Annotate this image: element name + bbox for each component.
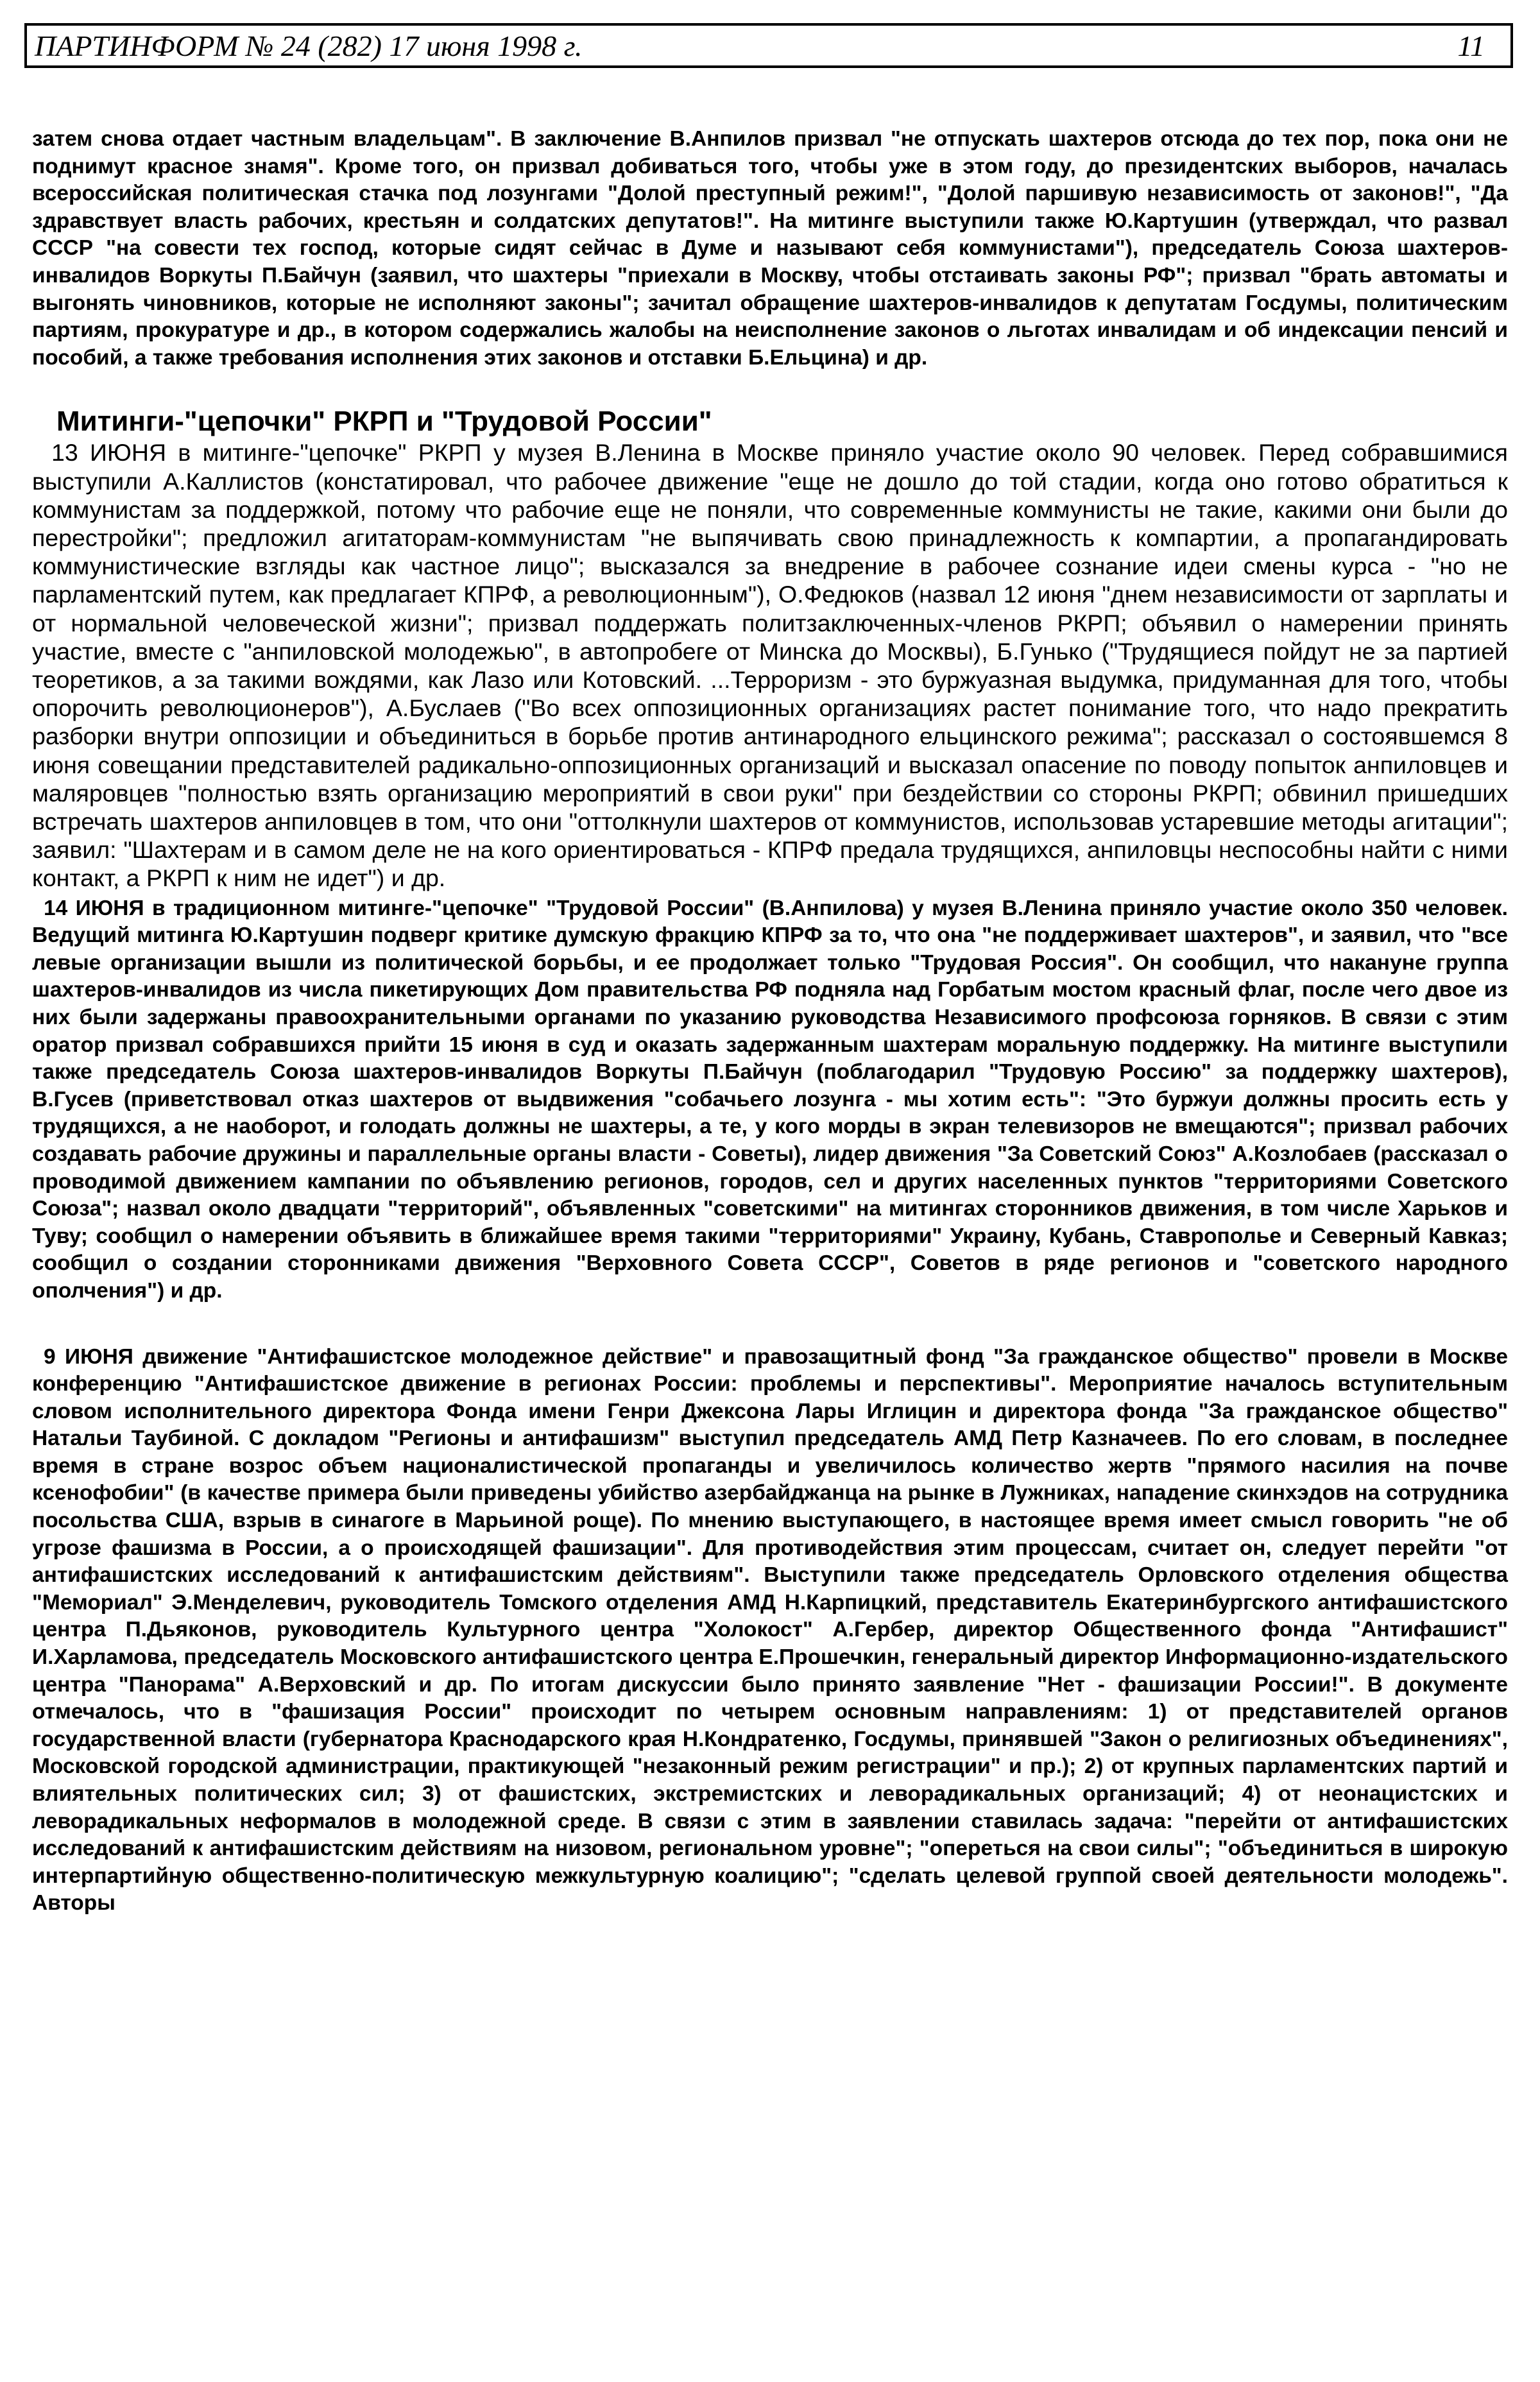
page-header <box>24 23 1513 68</box>
publication-title: ПАРТИНФОРМ № 24 (282) 17 июня 1998 г. <box>35 29 583 62</box>
paragraph-anpilov-rally: затем снова отдает частным владельцам". В заключение В.Анпилов призвал "не отпускать шахтеров отсюда до тех пор, пока они не поднимут красное знамя". Кроме того, он призвал добиваться того, чтобы уже в этом году, до президентских выборов, началась всероссийская политическая стачка под лозунгами "Долой преступный режим!", "Долой паршивую независимость от законов!", "Да здравствует власть рабочих, крестьян и солдатских депутатов!". На митинге выступили также Ю.Картушин (утверждал, что развал СССР "на совести тех господ, которые сидят сейчас в Думе и называют себя коммунистами"), председатель Союза шахтеров-инвалидов Воркуты П.Байчун (заявил, что шахтеры "приехали в Москву, чтобы отстаивать законы РФ"; призвал "брать автоматы и выгонять чиновников, которые не исполняют законы"; зачитал обращение шахтеров-инвалидов к депутатам Госдумы, политическим партиям, прокуратуре и др., в котором содержались жалобы на неисполнение законов о льготах инвалидам и об индексации пенсий и пособий, а также требования исполнения этих законов и отставки Б.Ельцина) и др. <box>32 127 1508 370</box>
article-body <box>32 126 1508 1917</box>
section-title: Митинги-"цепочки" РКРП и "Трудовой России" <box>56 406 712 438</box>
paragraph-antifascist-conference: 9 ИЮНЯ движение "Антифашистское молодежное действие" и правозащитный фонд "За гражданское общество" провели в Москве конференцию "Антифашистское движение в регионах России: проблемы и перспективы". Мероприятие началось вступительным словом исполнительного директора Фонда имени Генри Джексона Лары Иглицин и директора фонда "За гражданское общество" Натальи Таубиной. С докладом "Регионы и антифашизм" выступил председатель АМД Петр Казначеев. По его словам, в последнее время в стране возрос объем националистической пропаганды и увеличилось количество жертв "прямого насилия на почве ксенофобии" (в качестве примера были приведены убийство азербайджанца на рынке в Лужниках, нападение скинхэдов на сотрудника посольства США, взрыв в синагоге в Марьиной роще). По мнению выступающего, в настоящее время имеет смысл говорить "не об угрозе фашизма в России, а о происходящей фашизации". Для противодействия этим процессам, считает он, следует перейти "от антифашистских исследований к антифашистским действиям". Выступили также председатель Орловского отделения общества "Мемориал" Э.Менделевич, руководитель Томского отделения АМД Н.Карпицкий, представитель Екатеринбургского антифашистского центра П.Дьяконов, руководитель Культурного центра "Холокост" А.Гербер, директор Общественного фонда "Антифашист" И.Харламова, председатель Московского антифашистского центра Е.Прошечкин, генеральный директор Информационно-издательского центра "Панорама" А.Верховский и др. По итогам дискуссии было принято заявление "Нет - фашизации России!". В документе отмечалось, что в "фашизация России" происходит по четырем основным направлениям: 1) от представителей органов государственной власти (губернатора Краснодарского края Н.Кондратенко, Госдумы, принявшей "Закон о религиозных объединениях", Московской городской администрации, практикующей "незаконный режим регистрации" и пр.); 2) от крупных парламентских партий и влиятельных политических сил; 3) от фашистских, экстремистских и леворадикальных организаций; 4) от неонацистских и леворадикальных неформалов в молодежной среде. В связи с этим в заявлении ставилась задача: "перейти от антифашистских исследований к антифашистским действиям на низовом, региональном уровне"; "опереться на свои силы"; "объединиться в широкую интерпартийную общественно-политическую межкультурную коалицию"; "сделать целевой группой своей деятельности молодежь". Авторы <box>32 1344 1508 1915</box>
page-number: 11 <box>1457 29 1485 62</box>
paragraph-rkrp-rally: 13 ИЮНЯ в митинге-"цепочке" РКРП у музея В.Ленина в Москве приняло участие около 90 человек. Перед собравшимися выступили А.Каллистов (констатировал, что рабочее движение "еще не дошло до той стадии, когда оно готово обратиться к коммунистам за поддержкой, потому что рабочие еще не поняли, что современные коммунисты не такие, какими они были до перестройки"; предложил агитаторам-коммунистам "не выпячивать свою принадлежность к компартии, а пропагандировать коммунистические взгляды как частное лицо"; высказался за внедрение в рабочее сознание идеи смены курса - "но не парламентский путем, как предлагает КПРФ, а революционным"), О.Федюков (назвал 12 июня "днем независимости от зарплаты и от нормальной человеческой жизни"; призвал поддержать политзаключенных-членов РКРП; объявил о намерении принять участие, вместе с "анпиловской молодежью", в автопробеге от Минска до Москвы), Б.Гунько ("Трудящиеся пойдут не за партией теоретиков, а за такими вождями, как Лазо или Котовский. ...Терроризм - это буржуазная выдумка, придуманная для того, чтобы опорочить революционеров"), А.Буслаев ("Во всех оппозиционных организациях растет понимание того, что надо прекратить разборки внутри оппозиции и объединиться в борьбе против антинародного ельцинского режима"; рассказал о состоявшемся 8 июня совещании представителей радикально-оппозиционных организаций и высказал опасение по поводу попыток анпиловцев и маляровцев "полностью взять организацию мероприятий в свои руки" при бездействии со стороны РКРП; обвинил пришедших встречать шахтеров анпиловцев в том, что они "оттолкнули шахтеров от коммунистов, использовав устаревшие методы агитации"; заявил: "Шахтерам и в самом деле не на кого ориентироваться - КПРФ предала трудящихся, анпиловцы неспособны найти с ними контакт, а РКРП к ним не идет") и др. <box>32 439 1508 892</box>
paragraph-trudovaya-rossiya-rally: 14 ИЮНЯ в традиционном митинге-"цепочке" "Трудовой России" (В.Анпилова) у музея В.Ленина приняло участие около 350 человек. Ведущий митинга Ю.Картушин подверг критике думскую фракцию КПРФ за то, что она "не поддерживает шахтеров", и заявил, что "все левые организации вышли из политической борьбы, и ее продолжает только "Трудовая Россия". Он сообщил, что накануне группа шахтеров-инвалидов из числа пикетирующих Дом правительства РФ подняла над Горбатым мостом красный флаг, после чего двое из них были задержаны правоохранительными органами по указанию руководства Независимого профсоюза горняков. В связи с этим оратор призвал собравшихся прийти 15 июня в суд и оказать задержанным шахтерам моральную поддержку. На митинге выступили также председатель Союза шахтеров-инвалидов Воркуты П.Байчун (поблагодарил "Трудовую Россию" за поддержку шахтеров), В.Гусев (приветствовал отказ шахтеров от выдвижения "собачьего лозунга - мы хотим есть": "Это буржуи должны просить есть у трудящихся, а не наоборот, и голодать должны не шахтеры, а те, у кого морды в экран телевизоров не вмещаются"; призвал рабочих создавать рабочие дружины и параллельные органы власти - Советы), лидер движения "За Советский Союз" А.Козлобаев (рассказал о проводимой движением кампании по объявлению регионов, городов, сел и других населенных пунктов "территориями Советского Союза"; назвал около двадцати "территорий", объявленных "советскими" на митингах сторонников движения, в том числе Харьков и Туву; сообщил о намерении объявить в ближайшее время такими "территориями" Украину, Кубань, Ставрополье и Северный Кавказ; сообщил о создании сторонниками движения "Верховного Совета СССР", Советов в ряде регионов и "советского народного ополчения") и др. <box>32 896 1508 1303</box>
